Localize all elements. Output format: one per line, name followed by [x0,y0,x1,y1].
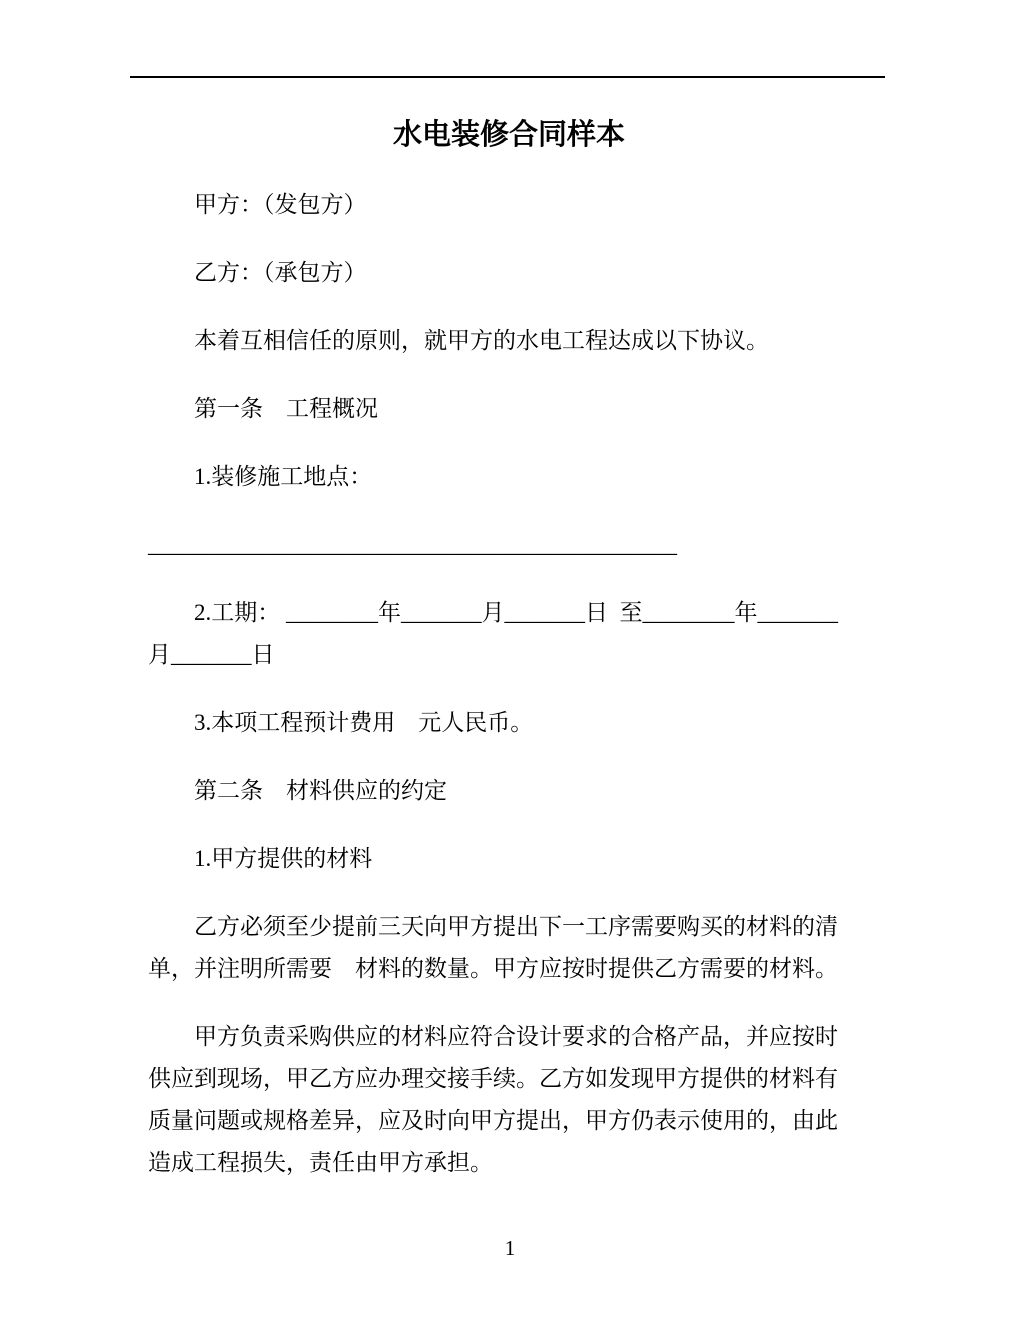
paragraph-line: 第一条 工程概况 [194,396,378,421]
paragraph [148,184,870,226]
paragraph [148,906,870,990]
paragraph [148,388,870,430]
paragraph [148,592,870,676]
paragraph-line: 3.本项工程预计费用 元人民币。 [194,710,534,735]
document-body [148,184,870,1184]
paragraph-line: 造成工程损失，责任由甲方承担。 [148,1150,493,1175]
paragraph [148,1016,870,1184]
page-title: 水电装修合同样本 [392,119,625,151]
paragraph [148,320,870,362]
paragraph [148,838,870,880]
paragraph [148,252,870,294]
paragraph-line: 单，并注明所需要 材料的数量。甲方应按时提供乙方需要的材料。 [148,956,838,981]
document-content [148,78,870,1210]
paragraph-line: 1.装修施工地点： [194,464,373,489]
paragraph [148,524,870,566]
paragraph-line: 供应到现场，甲乙方应办理交接手续。乙方如发现甲方提供的材料有 [148,1066,838,1091]
paragraph-line: 甲方负责采购供应的材料应符合设计要求的合格产品，并应按时 [194,1024,838,1049]
paragraph [148,770,870,812]
paragraph-line: 月_______日 [148,642,275,667]
paragraph-line: 本着互相信任的原则，就甲方的水电工程达成以下协议。 [194,328,769,353]
paragraph-line: 第二条 材料供应的约定 [194,778,447,803]
paragraph-line: 乙方：（承包方） [194,260,367,285]
paragraph-line: 2.工期： ________年_______月_______日 至________年_______ [194,600,838,625]
paragraph-line: 乙方必须至少提前三天向甲方提出下一工序需要购买的材料的清 [194,914,838,939]
paragraph-line: ______________________________________________ [148,532,677,557]
paragraph [148,456,870,498]
paragraph-line: 1.甲方提供的材料 [194,846,373,871]
paragraph-line: 甲方：（发包方） [194,192,367,217]
paragraph-line: 质量问题或规格差异，应及时向甲方提出，甲方仍表示使用的，由此 [148,1108,838,1133]
paragraph [148,702,870,744]
page-number: 1 [504,1236,516,1260]
